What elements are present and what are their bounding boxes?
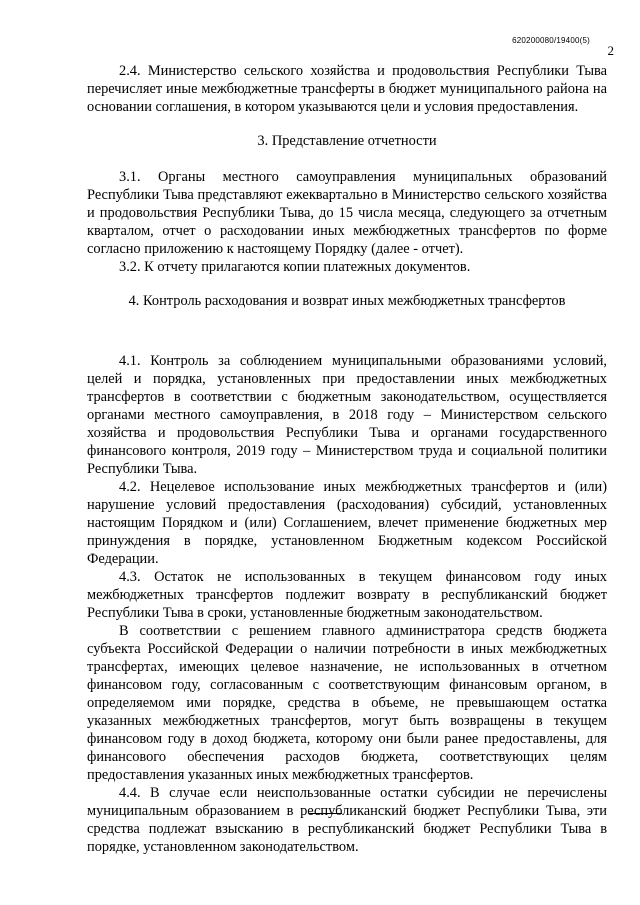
closing-rule xyxy=(309,813,342,814)
document-id: 620200080/19400(5) xyxy=(512,36,590,45)
section-4-heading: 4. Контроль расходования и возврат иных межбюджетных трансфертов xyxy=(128,293,566,309)
paragraph-4-3: 4.3. Остаток не использованных в текущем финансовом году иных межбюджетных трансфертов подлежит возврату в республиканский бюджет Республики Тыва в сроки, установленные бюджетным законодательством. xyxy=(87,569,607,621)
section-3-heading: 3. Представление отчетности xyxy=(257,133,437,149)
paragraph-2-4: 2.4. Министерство сельского хозяйства и продовольствия Республики Тыва перечисляет иные межбюджетные трансферты в бюджет муниципального района на основании соглашения, в котором указываются цели и условия предоставления. xyxy=(87,63,607,115)
paragraph-4-3-continuation: В соответствии с решением главного администратора средств бюджета субъекта Российской Федерации о наличии потребности в иных межбюджетных трансфертах, имеющих целевое назначение, не использованных в отчетном финансовом году, согласованным с соответствующим финансовым органом, в определяемом ими порядке, средства в объеме, не превышающем остатка указанных межбюджетных трансфертов, могут быть возвращены в текущем финансовом году в доход бюджета, которому они были ранее предоставлены, для финансового обеспечения расходов бюджета, соответствующих целям предоставления указанных иных межбюджетных трансфертов. xyxy=(87,623,607,783)
paragraph-4-1: 4.1. Контроль за соблюдением муниципальными образованиями условий, целей и порядка, установленных при предоставлении иных межбюджетных трансфертов в соответствии с бюджетным законодательством, осуществляется органами местного самоуправления, в 2018 году – Министерством сельского хозяйства и продовольствия Республики Тыва и органами государственного финансового контроля, 2019 году – Министерством труда и социальной политики Республики Тыва. xyxy=(87,353,607,477)
paragraph-3-1: 3.1. Органы местного самоуправления муниципальных образований Республики Тыва представляют ежеквартально в Министерство сельского хозяйства и продовольствия Республики Тыва, до 15 числа месяца, следующего за отчетным кварталом, отчет о расходовании иных межбюджетных трансфертов по форме согласно приложению к настоящему Порядку (далее - отчет). xyxy=(87,169,607,257)
paragraph-3-2: 3.2. К отчету прилагаются копии платежных документов. xyxy=(119,259,471,275)
page-number: 2 xyxy=(607,43,614,58)
paragraph-4-4: 4.4. В случае если неиспользованные остатки субсидии не перечислены муниципальным образованием в республиканский бюджет Республики Тыва, эти средства подлежат взысканию в республиканский бюджет Республики Тыва в порядке, установленном законодательством. xyxy=(87,785,607,855)
document-body xyxy=(87,62,607,856)
paragraph-4-2: 4.2. Нецелевое использование иных межбюджетных трансфертов и (или) нарушение условий предоставления (расходования) субсидий, установленных настоящим Порядком и (или) Соглашением, влечет применение бюджетных мер принуждения в порядке, установленном Бюджетным кодексом Российской Федерации. xyxy=(87,479,607,567)
